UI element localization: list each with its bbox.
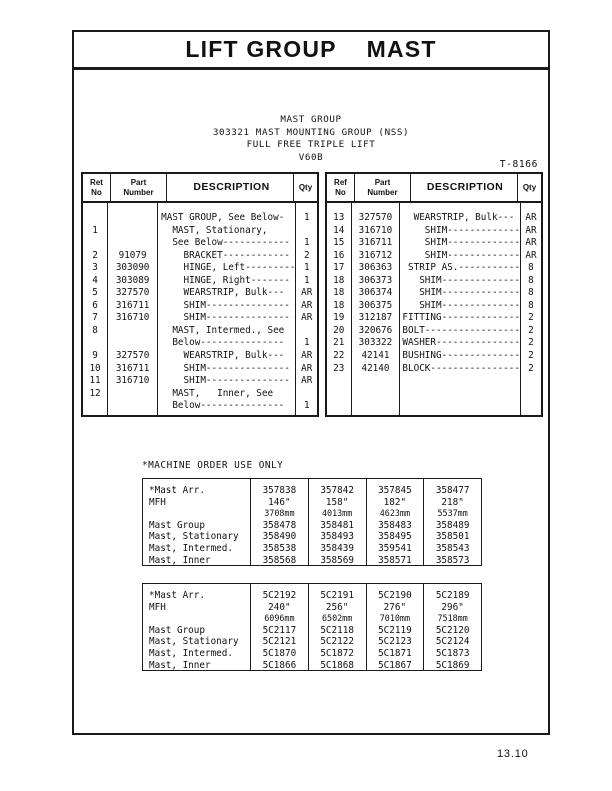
arrangement-cell-mfh-mm: 5537mm bbox=[437, 508, 468, 519]
arrangement-label: Mast, Stationary bbox=[149, 531, 239, 543]
parts-cell-part: 327570 bbox=[115, 287, 150, 299]
arrangement-cell-mfh-inches: 256" bbox=[325, 601, 349, 613]
arrangement-label: Mast, Stationary bbox=[149, 636, 239, 648]
arrangement-cell-mast-arr: 357842 bbox=[320, 485, 354, 496]
parts-cell-part: 316711 bbox=[115, 362, 150, 374]
parts-cell-ref: 18 bbox=[333, 299, 345, 311]
column-part-number bbox=[108, 203, 158, 417]
parts-cell-desc: SHIM-------------- bbox=[402, 287, 520, 299]
header-qty-label: Qty bbox=[522, 182, 537, 192]
arrangement-cell-mast-arr: 5C2190 bbox=[378, 590, 412, 601]
arrangement-cell-mast-arr: 357838 bbox=[262, 485, 297, 496]
group-heading-line-4: V60B bbox=[298, 151, 324, 163]
header-description bbox=[411, 174, 518, 201]
arrangement-cell-mfh-mm: 7010mm bbox=[379, 613, 410, 624]
parts-cell-ref: 10 bbox=[89, 362, 101, 374]
parts-cell-ref: 19 bbox=[333, 312, 345, 324]
parts-cell-part: 316710 bbox=[115, 312, 150, 324]
parts-cell-desc: WEARSTRIP, Bulk--- bbox=[402, 212, 515, 223]
arrangement-column bbox=[309, 479, 367, 565]
parts-cell-qty: 2 bbox=[303, 249, 310, 261]
parts-cell-ref bbox=[83, 337, 107, 350]
arrangement-cell-mast-intermed: 5C1870 bbox=[262, 647, 297, 659]
parts-cell-qty: 2 bbox=[528, 350, 534, 362]
parts-cell-part: 303089 bbox=[115, 274, 150, 286]
header-part-line2: Number bbox=[123, 187, 154, 197]
parts-cell-desc: MAST GROUP, See Below- bbox=[161, 212, 285, 223]
header-part-line1: Part bbox=[374, 178, 391, 188]
parts-cell-part: 327570 bbox=[115, 350, 150, 362]
parts-cell-ref: 3 bbox=[92, 262, 98, 274]
parts-cell-qty: 8 bbox=[528, 274, 534, 286]
parts-cell-desc: Below--------------- bbox=[161, 337, 285, 349]
arrangement-cell-mast-arr: 5C2191 bbox=[320, 590, 354, 601]
arrangement-cell-mast-inner: 358571 bbox=[378, 554, 412, 566]
arrangement-cell-mast-intermed: 359541 bbox=[378, 542, 412, 554]
group-heading-line-2: 303321 MAST MOUNTING GROUP (NSS) bbox=[212, 126, 410, 138]
arrangement-column bbox=[424, 584, 481, 670]
arrangement-cell-mast-group: 5C2119 bbox=[378, 624, 412, 636]
parts-cell-qty: 1 bbox=[303, 274, 310, 286]
parts-cell-qty: 2 bbox=[528, 312, 534, 324]
header-description-label: DESCRIPTION bbox=[193, 180, 270, 193]
arrangement-cell-mast-intermed: 5C1871 bbox=[378, 647, 412, 659]
parts-cell-ref: 1 bbox=[92, 224, 98, 236]
arrangement-cell-mast-intermed: 358543 bbox=[435, 542, 470, 554]
parts-cell-qty: AR bbox=[525, 212, 537, 223]
arrangement-cell-mast-stationary: 358501 bbox=[435, 531, 470, 543]
parts-cell-desc: SHIM-------------- bbox=[402, 274, 520, 286]
parts-cell-qty: 8 bbox=[528, 287, 534, 299]
arrangement-cell-mast-intermed: 358538 bbox=[262, 542, 297, 554]
arrangement-cell-mast-intermed: 5C1873 bbox=[435, 647, 470, 659]
column-qty bbox=[296, 203, 317, 417]
arrangement-row-labels bbox=[143, 479, 251, 565]
arrangement-column bbox=[251, 479, 309, 565]
header-part-line1: Part bbox=[130, 178, 147, 188]
header-part-number bbox=[355, 174, 411, 201]
parts-cell-part: 303322 bbox=[358, 337, 393, 349]
parts-table-right bbox=[325, 172, 543, 417]
parts-cell-part: 316712 bbox=[358, 249, 393, 261]
parts-cell-ref: 12 bbox=[89, 387, 101, 399]
arrangement-cell-mfh-inches: 158" bbox=[325, 496, 349, 508]
header-qty bbox=[294, 174, 317, 201]
parts-cell-ref: 18 bbox=[333, 287, 345, 299]
parts-cell-desc: BLOCK---------------- bbox=[402, 362, 520, 374]
arrangement-cell-mfh-inches: 296" bbox=[441, 601, 464, 613]
parts-cell-qty: 2 bbox=[528, 324, 534, 336]
parts-cell-ref: 18 bbox=[333, 274, 345, 286]
arrangement-cell-mfh-inches: 146" bbox=[268, 496, 291, 508]
parts-cell-ref: 6 bbox=[92, 299, 98, 311]
page-frame bbox=[72, 30, 550, 735]
arrangement-cell-mast-group: 358478 bbox=[262, 519, 297, 531]
arrangement-cell-mast-group: 358489 bbox=[435, 519, 470, 531]
arrangement-label: Mast Group bbox=[149, 519, 205, 531]
arrangement-label: MFH bbox=[149, 496, 166, 508]
parts-cell-desc: SHIM------------- bbox=[402, 249, 520, 261]
page-title-band bbox=[74, 32, 548, 70]
parts-cell-part: 91079 bbox=[118, 249, 147, 261]
parts-cell-ref: 23 bbox=[333, 362, 345, 374]
parts-cell-part bbox=[108, 225, 157, 238]
header-description-label: DESCRIPTION bbox=[426, 180, 504, 193]
mast-arrangement-table-1 bbox=[142, 478, 482, 566]
arrangement-cell-mast-stationary: 5C2121 bbox=[262, 636, 297, 648]
parts-cell-desc: See Below------------ bbox=[161, 237, 290, 249]
parts-cell-desc: WEARSTRIP, Bulk--- bbox=[161, 287, 285, 299]
page-title: LIFT GROUP MAST bbox=[185, 36, 437, 62]
parts-cell-ref: 11 bbox=[89, 375, 101, 387]
group-heading-line-1: MAST GROUP bbox=[280, 114, 342, 125]
arrangement-cell-mfh-inches: 276" bbox=[383, 601, 407, 613]
parts-cell-desc: SHIM-------------- bbox=[402, 299, 520, 311]
parts-cell-desc: Below--------------- bbox=[161, 400, 285, 412]
parts-cell-desc: HINGE, Left--------- bbox=[161, 262, 296, 274]
parts-cell-desc: SHIM------------- bbox=[402, 224, 520, 236]
arrangement-cell-mast-inner: 358568 bbox=[262, 554, 297, 566]
parts-cell-part: 306373 bbox=[358, 274, 393, 286]
parts-cell-ref bbox=[83, 237, 107, 250]
arrangement-cell-mfh-mm: 7518mm bbox=[437, 613, 468, 624]
parts-cell-part: 42141 bbox=[361, 350, 390, 362]
arrangement-label: *Mast Arr. bbox=[149, 485, 205, 496]
header-ref-no-line1: Ret bbox=[90, 178, 103, 188]
parts-cell-part: 306374 bbox=[358, 287, 393, 299]
parts-cell-qty: 2 bbox=[528, 362, 534, 374]
column-ref-no bbox=[83, 203, 108, 417]
parts-cell-ref: 8 bbox=[92, 324, 98, 336]
arrangement-cell-mast-stationary: 358495 bbox=[378, 531, 412, 543]
header-ref-no bbox=[327, 174, 355, 201]
header-qty-label: Qty bbox=[298, 182, 313, 192]
parts-cell-ref: 7 bbox=[92, 312, 98, 324]
parts-table-right-header bbox=[327, 174, 541, 203]
parts-cell-part: 327570 bbox=[358, 212, 393, 223]
arrangement-cell-mast-arr: 357845 bbox=[378, 485, 412, 496]
parts-cell-desc: FITTING-------------- bbox=[402, 312, 520, 324]
arrangement-cell-mfh-inches: 182" bbox=[383, 496, 407, 508]
arrangement-row-labels bbox=[143, 584, 251, 670]
arrangement-cell-mfh-mm: 6096mm bbox=[264, 613, 295, 624]
arrangement-column bbox=[424, 479, 481, 565]
group-heading bbox=[74, 114, 548, 164]
parts-cell-part: 303090 bbox=[115, 262, 150, 274]
arrangement-cell-mfh-inches: 240" bbox=[268, 601, 291, 613]
parts-cell-qty: 1 bbox=[303, 237, 310, 249]
mast-arrangement-table-2 bbox=[142, 583, 482, 671]
arrangement-label: MFH bbox=[149, 601, 166, 613]
parts-cell-qty: 1 bbox=[303, 262, 310, 274]
group-heading-line-3: FULL FREE TRIPLE LIFT bbox=[246, 139, 376, 151]
arrangement-cell-mast-inner: 5C1868 bbox=[320, 659, 354, 671]
parts-cell-ref bbox=[83, 212, 107, 225]
parts-cell-ref bbox=[83, 400, 107, 413]
arrangement-label: Mast, Inner bbox=[149, 659, 211, 671]
arrangement-label bbox=[149, 508, 250, 520]
header-qty bbox=[518, 174, 541, 201]
parts-cell-qty: AR bbox=[525, 224, 537, 236]
parts-cell-qty: 8 bbox=[528, 262, 534, 274]
drawing-reference: T-8166 bbox=[499, 159, 538, 170]
arrangement-cell-mast-group: 5C2120 bbox=[435, 624, 470, 636]
parts-cell-ref: 22 bbox=[333, 350, 345, 362]
arrangement-cell-mast-inner: 358569 bbox=[320, 554, 354, 566]
parts-cell-qty: AR bbox=[525, 249, 537, 261]
parts-cell-part: 312187 bbox=[358, 312, 393, 324]
parts-cell-part: 320676 bbox=[358, 324, 393, 336]
parts-cell-qty: AR bbox=[525, 237, 537, 249]
parts-cell-desc: MAST, Intermed., See bbox=[161, 324, 285, 336]
parts-cell-qty: AR bbox=[301, 312, 313, 324]
parts-cell-qty: 1 bbox=[303, 400, 310, 412]
arrangement-cell-mast-stationary: 358490 bbox=[262, 531, 297, 543]
parts-cell-ref: 14 bbox=[333, 224, 345, 236]
arrangement-column bbox=[309, 584, 367, 670]
arrangement-label: Mast, Inner bbox=[149, 554, 211, 566]
arrangement-cell-mast-arr: 5C2192 bbox=[262, 590, 297, 601]
parts-cell-desc: WEARSTRIP, Bulk--- bbox=[161, 350, 285, 362]
parts-cell-qty: AR bbox=[301, 350, 313, 362]
column-qty bbox=[521, 203, 541, 417]
arrangement-column bbox=[251, 584, 309, 670]
arrangement-cell-mfh-mm: 3708mm bbox=[264, 508, 295, 519]
arrangement-cell-mast-group: 358483 bbox=[378, 519, 412, 531]
column-ref-no bbox=[327, 203, 352, 417]
header-ref-no bbox=[83, 174, 111, 201]
parts-cell-qty: 8 bbox=[528, 299, 534, 311]
arrangement-cell-mast-intermed: 358439 bbox=[320, 542, 354, 554]
arrangement-label bbox=[149, 613, 250, 625]
parts-cell-desc: MAST, Inner, See bbox=[161, 387, 274, 399]
parts-cell-qty: 2 bbox=[528, 337, 534, 349]
parts-cell-qty: AR bbox=[301, 375, 313, 387]
parts-cell-qty: 1 bbox=[303, 337, 310, 349]
column-description bbox=[158, 203, 296, 417]
parts-cell-part bbox=[108, 388, 157, 401]
arrangement-cell-mast-arr: 5C2189 bbox=[435, 590, 470, 601]
parts-cell-ref: 15 bbox=[333, 237, 345, 249]
header-ref-no-line2: No bbox=[91, 187, 102, 197]
parts-cell-part: 42140 bbox=[361, 362, 390, 374]
parts-cell-qty: AR bbox=[301, 287, 313, 299]
parts-cell-desc: BRACKET------------ bbox=[161, 249, 290, 261]
parts-cell-qty: AR bbox=[301, 362, 313, 374]
parts-cell-desc: STRIP AS.----------- bbox=[402, 262, 520, 274]
arrangement-cell-mfh-mm: 6502mm bbox=[321, 613, 353, 624]
arrangement-cell-mfh-inches: 218" bbox=[441, 496, 464, 508]
arrangement-cell-mast-group: 5C2117 bbox=[262, 624, 297, 636]
parts-table-left bbox=[81, 172, 319, 417]
parts-cell-qty: 1 bbox=[303, 212, 310, 223]
header-ref-no-line2: No bbox=[335, 187, 346, 197]
arrangement-cell-mast-group: 5C2118 bbox=[320, 624, 354, 636]
parts-cell-ref: 9 bbox=[92, 350, 98, 362]
arrangement-label: *Mast Arr. bbox=[149, 590, 205, 601]
parts-cell-part: 316711 bbox=[115, 299, 150, 311]
parts-cell-ref: 5 bbox=[92, 287, 98, 299]
arrangement-label: Mast, Intermed. bbox=[149, 647, 233, 659]
column-description bbox=[400, 203, 521, 417]
page-number: 13.10 bbox=[497, 748, 529, 760]
parts-cell-part: 306363 bbox=[358, 262, 393, 274]
header-part-number bbox=[111, 174, 167, 201]
parts-cell-ref: 21 bbox=[333, 337, 345, 349]
arrangement-cell-mfh-mm: 4013mm bbox=[321, 508, 353, 519]
parts-cell-desc: BOLT----------------- bbox=[402, 324, 520, 336]
parts-cell-desc: SHIM--------------- bbox=[161, 299, 290, 311]
parts-cell-ref: 17 bbox=[333, 262, 345, 274]
arrangement-cell-mast-group: 358481 bbox=[320, 519, 354, 531]
parts-cell-desc: SHIM------------- bbox=[402, 237, 520, 249]
parts-cell-ref: 4 bbox=[92, 274, 98, 286]
parts-cell-ref: 16 bbox=[333, 249, 345, 261]
header-part-line2: Number bbox=[367, 187, 398, 197]
arrangement-cell-mast-inner: 5C1869 bbox=[435, 659, 470, 671]
arrangement-cell-mast-intermed: 5C1872 bbox=[320, 647, 354, 659]
header-ref-no-line1: Ref bbox=[334, 178, 347, 188]
machine-order-note: *MACHINE ORDER USE ONLY bbox=[142, 460, 284, 471]
parts-cell-desc: BUSHING-------------- bbox=[402, 350, 520, 362]
parts-cell-part: 316711 bbox=[358, 237, 393, 249]
arrangement-cell-mast-stationary: 5C2123 bbox=[378, 636, 412, 648]
column-part-number bbox=[352, 203, 401, 417]
parts-cell-part: 306375 bbox=[358, 299, 393, 311]
parts-cell-desc: HINGE, Right------- bbox=[161, 274, 290, 286]
parts-cell-desc: SHIM--------------- bbox=[161, 312, 290, 324]
parts-cell-desc: WASHER--------------- bbox=[402, 337, 520, 349]
parts-cell-part: 316710 bbox=[115, 375, 150, 387]
parts-cell-part bbox=[108, 337, 157, 350]
arrangement-cell-mast-stationary: 5C2122 bbox=[320, 636, 354, 648]
arrangement-cell-mast-inner: 5C1867 bbox=[378, 659, 412, 671]
parts-cell-qty: AR bbox=[301, 299, 313, 311]
arrangement-column bbox=[367, 584, 425, 670]
arrangement-cell-mast-inner: 5C1866 bbox=[262, 659, 297, 671]
arrangement-label: Mast Group bbox=[149, 624, 205, 636]
arrangement-label: Mast, Intermed. bbox=[149, 542, 233, 554]
arrangement-cell-mast-inner: 358573 bbox=[435, 554, 470, 566]
parts-cell-part bbox=[108, 325, 157, 338]
parts-table-left-header bbox=[83, 174, 317, 203]
parts-cell-desc: SHIM--------------- bbox=[161, 375, 290, 387]
arrangement-cell-mast-stationary: 358493 bbox=[320, 531, 354, 543]
parts-cell-ref: 20 bbox=[333, 324, 345, 336]
parts-cell-qty bbox=[296, 388, 317, 401]
parts-cell-desc: MAST, Stationary, bbox=[161, 224, 268, 236]
arrangement-cell-mfh-mm: 4623mm bbox=[379, 508, 410, 519]
parts-table-right-body bbox=[327, 203, 541, 417]
parts-cell-part bbox=[108, 400, 157, 413]
arrangement-column bbox=[367, 479, 425, 565]
parts-cell-ref: 13 bbox=[333, 212, 345, 223]
parts-cell-qty bbox=[296, 225, 317, 238]
parts-cell-ref: 2 bbox=[92, 249, 98, 261]
parts-table-left-body bbox=[83, 203, 317, 417]
arrangement-cell-mast-arr: 358477 bbox=[435, 485, 470, 496]
parts-cell-qty bbox=[296, 325, 317, 338]
header-description bbox=[167, 174, 294, 201]
parts-cell-part: 316710 bbox=[358, 224, 393, 236]
parts-cell-part bbox=[108, 212, 157, 225]
arrangement-cell-mast-stationary: 5C2124 bbox=[435, 636, 470, 648]
parts-cell-part bbox=[108, 237, 157, 250]
parts-cell-desc: SHIM--------------- bbox=[161, 362, 290, 374]
